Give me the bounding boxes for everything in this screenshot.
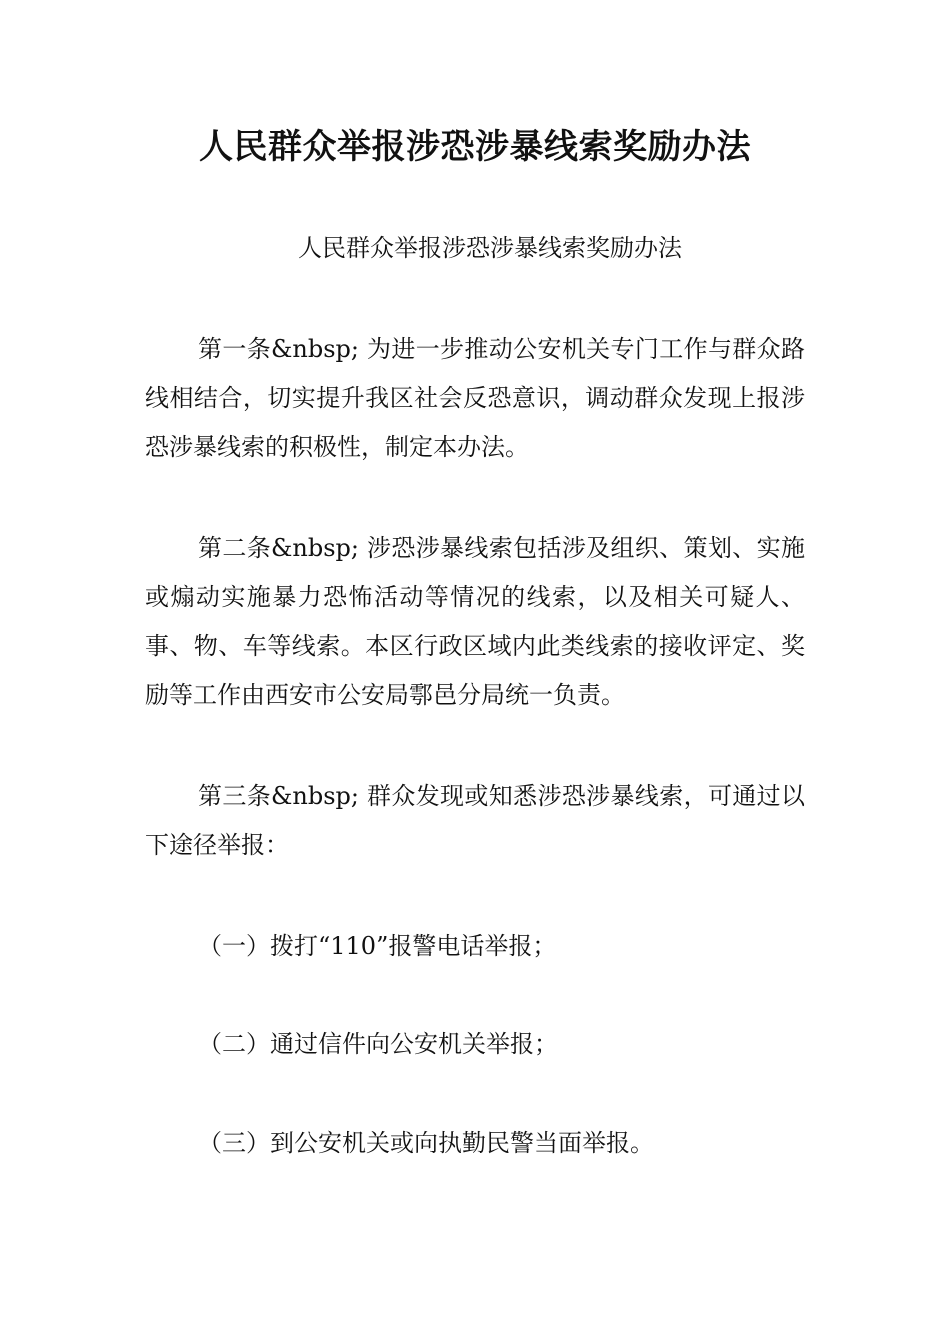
- article-3: 第三条&nbsp; 群众发现或知悉涉恐涉暴线索，可通过以下途径举报：: [145, 782, 805, 859]
- article-2: 第二条&nbsp; 涉恐涉暴线索包括涉及组织、策划、实施或煽动实施暴力恐怖活动等情况的线索，以及相关可疑人、事、物、车等线索。本区行政区域内此类线索的接收评定、奖励等工作由西安市公安局鄠邑分局统一负责。: [145, 534, 805, 709]
- article-1: 第一条&nbsp; 为进一步推动公安机关专门工作与群众路线相结合，切实提升我区社会反恐意识，调动群众发现上报涉恐涉暴线索的积极性，制定本办法。: [145, 335, 805, 461]
- report-method-3: （三）到公安机关或向执勤民警当面举报。: [198, 1129, 654, 1157]
- document-title: 人民群众举报涉恐涉暴线索奖励办法: [199, 127, 751, 167]
- document-subtitle: 人民群众举报涉恐涉暴线索奖励办法: [298, 234, 682, 262]
- report-method-2: （二）通过信件向公安机关举报；: [198, 1030, 558, 1058]
- report-method-1: （一）拨打“110”报警电话举报；: [198, 932, 557, 960]
